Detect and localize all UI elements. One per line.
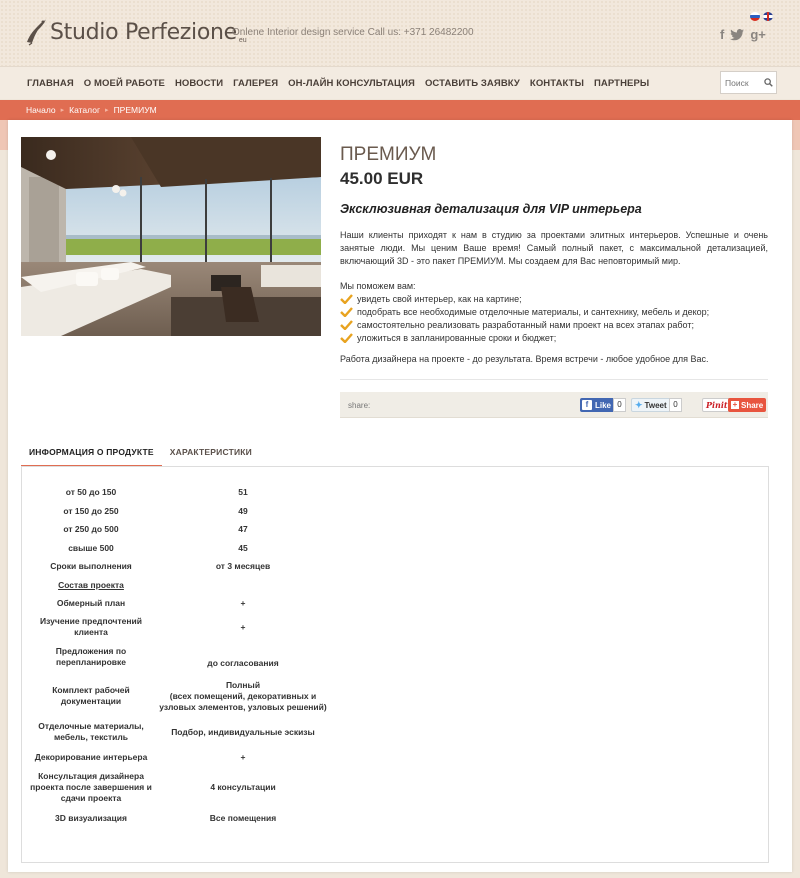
spec-label: Комплект рабочей документации: [52, 685, 130, 706]
product-subtitle: Эксклюзивная детализация для VIP интерьера: [340, 202, 642, 216]
list-item: [340, 331, 709, 344]
table-row: [30, 559, 330, 573]
logo[interactable]: [24, 12, 247, 46]
table-row: [30, 676, 330, 716]
product-image[interactable]: [21, 137, 321, 336]
spec-value: 4 консультации: [210, 781, 276, 792]
breadcrumb-home[interactable]: Начало: [26, 105, 56, 115]
table-row: [30, 504, 330, 518]
spec-value: до согласования: [207, 657, 279, 668]
social-links: [720, 28, 766, 42]
spec-label: Изучение предпочтений клиента: [40, 616, 142, 637]
spec-label: Декорирование интерьера: [34, 751, 148, 762]
logo-text: Studio Perfezione: [50, 20, 237, 45]
help-title: Мы поможем вам:: [340, 281, 416, 291]
spec-value: +: [240, 597, 246, 608]
plus-icon: +: [732, 400, 738, 409]
main-navigation: [0, 66, 800, 99]
divider: [340, 379, 768, 380]
tweet-label: Tweet: [644, 400, 667, 410]
facebook-icon: f: [582, 400, 592, 410]
product-description: Наши клиенты приходят к нам в студию за проектами элитных интерьеров. Успешные и очень занятые люди. Мы ценим Ваше время! Самый полный пакет, с максимальной детализацией, включающий 3D - это пакет ПРЕМИУМ. Мы создаем для Вас неповторимый мир.: [340, 230, 768, 266]
table-row: [30, 811, 330, 825]
nav-item-online-consult[interactable]: ОН-ЛАЙН КОНСУЛЬТАЦИЯ: [288, 78, 415, 89]
checkmark-icon: [340, 294, 353, 304]
table-row: [30, 645, 330, 669]
site-header: [0, 0, 800, 66]
table-row: [30, 615, 330, 639]
table-row: [30, 769, 330, 805]
checkmark-icon: [340, 307, 353, 317]
tab-characteristics[interactable]: ХАРАКТЕРИСТИКИ: [169, 447, 252, 457]
spec-value: Полный (всех помещений, декоративных и узловых элементов, узловых решений): [159, 679, 327, 712]
product-title: ПРЕМИУМ: [340, 144, 437, 165]
nav-item-request[interactable]: ОСТАВИТЬ ЗАЯВКУ: [424, 78, 520, 89]
product-closing-text: Работа дизайнера на проекте - до результата. Время встречи - любое удобное для Вас.: [340, 354, 709, 364]
benefit-text: увидеть свой интерьер, как на картине;: [357, 293, 522, 304]
breadcrumb-separator-icon: ▸: [60, 107, 65, 114]
spec-value: от 3 месяцев: [215, 560, 271, 571]
search-box: [720, 71, 777, 94]
table-row: [30, 522, 330, 536]
spec-label: Отделочные материалы, мебель, текстиль: [38, 721, 144, 742]
table-row: [30, 720, 330, 744]
nav-item-contacts[interactable]: КОНТАКТЫ: [529, 78, 584, 89]
spec-label: Сроки выполнения: [50, 560, 132, 571]
table-row: [30, 596, 330, 610]
spec-value: +: [240, 621, 246, 632]
share-button[interactable]: [728, 398, 766, 412]
list-item: [340, 305, 709, 318]
header-tagline: Onlene Interior design service Call us: +371 26482200: [232, 27, 474, 38]
product-tabs: [21, 441, 260, 467]
checkmark-icon: [340, 320, 353, 330]
language-switcher: [750, 12, 773, 21]
facebook-icon[interactable]: f: [720, 27, 725, 42]
benefit-text: самостоятельно реализовать разработанный нами проект на всех этапах работ;: [357, 319, 694, 330]
tab-product-info[interactable]: ИНФОРМАЦИЯ О ПРОДУКТЕ: [21, 441, 162, 467]
pinterest-label: Pinit: [706, 400, 728, 410]
spec-value: 51: [238, 486, 248, 497]
spec-label: Обмерный план: [56, 597, 126, 608]
table-row: [30, 541, 330, 555]
twitter-icon[interactable]: [730, 29, 744, 41]
spec-value: 45: [238, 542, 248, 553]
search-button[interactable]: [761, 72, 776, 93]
share-bar: [340, 392, 768, 418]
breadcrumb-band: [0, 100, 800, 120]
benefit-list: [340, 292, 709, 344]
breadcrumb: [26, 100, 157, 120]
table-row: [30, 485, 330, 499]
product-price: 45.00 EUR: [340, 169, 424, 188]
spec-value: 47: [238, 523, 248, 534]
nav-item-news[interactable]: НОВОСТИ: [174, 78, 224, 89]
spec-value: Подбор, индивидуальные эскизы: [171, 726, 315, 737]
breadcrumb-catalog[interactable]: Каталог: [69, 105, 101, 115]
spec-label: от 50 до 150: [65, 486, 117, 497]
twitter-icon: ✦: [635, 399, 643, 410]
benefit-text: подобрать все необходимые отделочные материалы, и сантехнику, мебель и декор;: [357, 306, 710, 317]
breadcrumb-separator-icon: ▸: [105, 107, 109, 114]
facebook-like-label: Like: [595, 400, 612, 410]
spec-label: Предложения по перепланировке: [55, 646, 127, 667]
benefit-text: уложиться в запланированные сроки и бюджет;: [357, 332, 557, 343]
list-item: [340, 292, 709, 305]
list-item: [340, 318, 709, 331]
search-input[interactable]: [721, 72, 761, 93]
nav-item-home[interactable]: ГЛАВНАЯ: [27, 78, 74, 89]
tweet-count: 0: [669, 398, 682, 412]
tweet-button[interactable]: [631, 398, 671, 412]
nav-item-partners[interactable]: ПАРТНЕРЫ: [593, 78, 650, 89]
nav-item-gallery[interactable]: ГАЛЕРЕЯ: [233, 78, 279, 89]
table-row: [30, 750, 330, 764]
facebook-like-button[interactable]: [580, 398, 615, 412]
spec-value: 49: [238, 505, 248, 516]
spec-label: свыше 500: [68, 542, 114, 553]
bird-logo-icon: [24, 16, 48, 46]
search-icon: [764, 78, 773, 87]
breadcrumb-current: ПРЕМИУМ: [113, 105, 157, 115]
flag-ru-icon[interactable]: [750, 12, 760, 21]
checkmark-icon: [340, 333, 353, 343]
facebook-like-count: 0: [613, 398, 626, 412]
spec-label: от 250 до 500: [63, 523, 119, 534]
share-label: share:: [348, 401, 371, 410]
logo-suffix: eu: [238, 37, 247, 44]
spec-value: +: [240, 751, 246, 762]
table-row: [30, 578, 330, 592]
flag-en-icon[interactable]: [763, 12, 773, 21]
spec-label: 3D визуализация: [55, 812, 127, 823]
spec-value: Все помещения: [209, 812, 277, 823]
spec-label: Консультация дизайнера проекта после завершения и сдачи проекта: [30, 770, 152, 803]
share-button-label: Share: [741, 400, 764, 410]
google-plus-icon[interactable]: g+: [750, 27, 766, 42]
spec-label: от 150 до 250: [63, 505, 119, 516]
nav-item-about[interactable]: О МОЕЙ РАБОТЕ: [83, 78, 165, 89]
spec-section-heading: Состав проекта: [58, 579, 124, 590]
